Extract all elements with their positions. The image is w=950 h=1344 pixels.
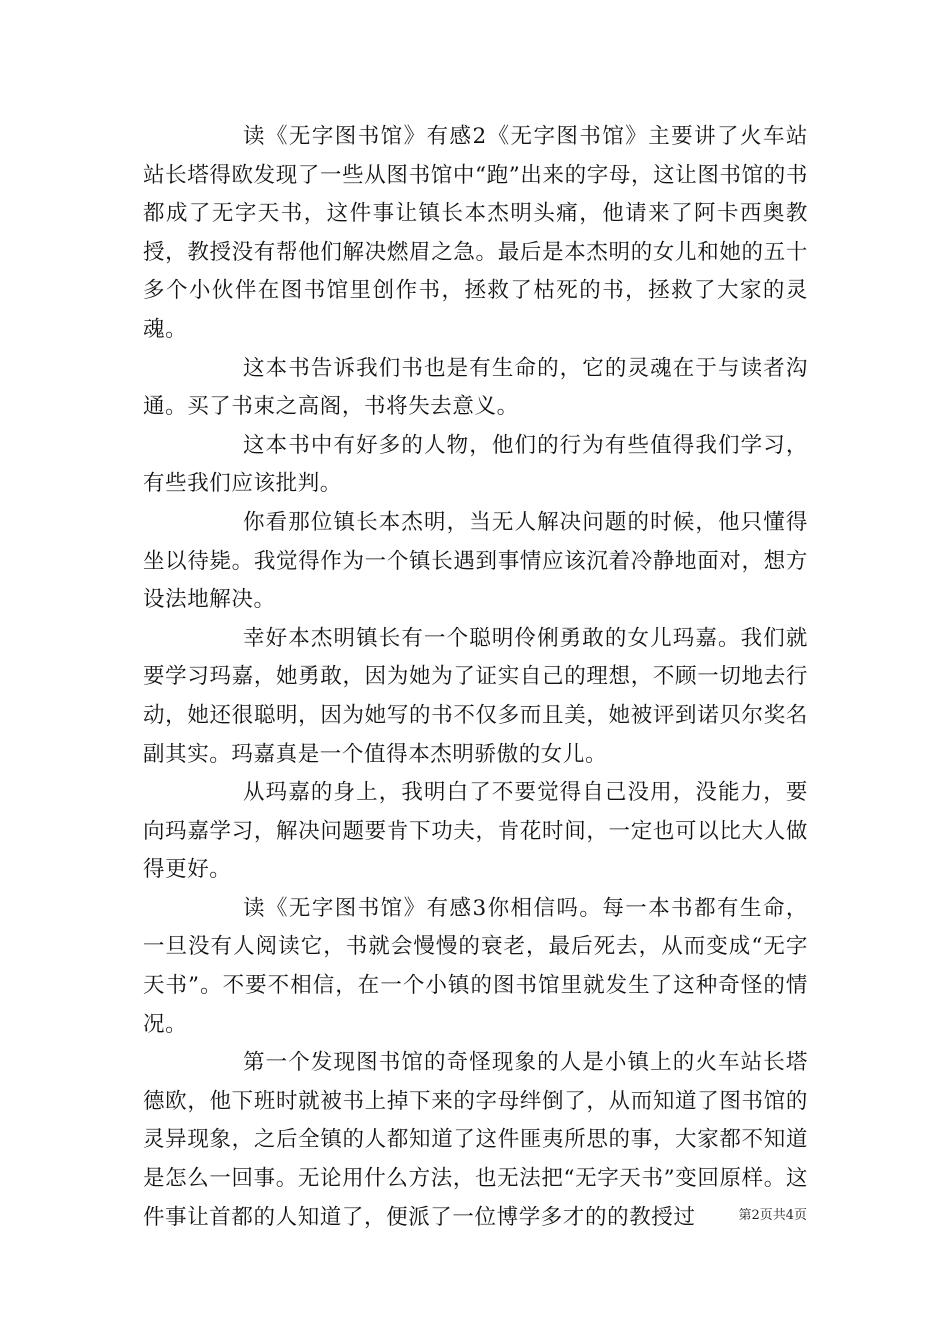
paragraph-2: 这本书告诉我们书也是有生命的，它的灵魂在于与读者沟通。买了书束之高阁，书将失去意义。 [143,355,808,420]
document-body [143,118,808,1237]
paragraph-3: 这本书中有好多的人物，他们的行为有些值得我们学习，有些我们应该批判。 [143,432,808,497]
paragraph-8: 第一个发现图书馆的奇怪现象的人是小镇上的火车站长塔德欧，他下班时就被书上掉下来的字母绊倒了，从而知道了图书馆的灵异现象，之后全镇的人都知道了这件匪夷所思的事，大家都不知道是怎么一回事。无论用什么方法，也无法把“无字天书”变回原样。这件事让首都的人知道了，便派了一位博学多才的的教授过 [143,1050,808,1230]
paragraph-4: 你看那位镇长本杰明，当无人解决问题的时候，他只懂得坐以待毙。我觉得作为一个镇长遇到事情应该沉着冷静地面对，想方设法地解决。 [143,509,808,613]
paragraph-1: 读《无字图书馆》有感2《无字图书馆》主要讲了火车站站长塔得欧发现了一些从图书馆中“跑”出来的字母，这让图书馆的书都成了无字天书，这件事让镇长本杰明头痛，他请来了阿卡西奥教授，教授没有帮他们解决燃眉之急。最后是本杰明的女儿和她的五十多个小伙伴在图书馆里创作书，拯救了枯死的书，拯救了大家的灵魂。 [143,124,808,342]
paragraph-6: 从玛嘉的身上，我明白了不要觉得自己没用，没能力，要向玛嘉学习，解决问题要肯下功夫，肯花时间，一定也可以比大人做得更好。 [143,780,808,883]
paragraph-5: 幸好本杰明镇长有一个聪明伶俐勇敢的女儿玛嘉。我们就要学习玛嘉，她勇敢，因为她为了证实自己的理想，不顾一切地去行动，她还很聪明，因为她写的书不仅多而且美，她被评到诺贝尔奖名副其实。玛嘉真是一个值得本杰明骄傲的女儿。 [143,625,808,767]
page-number-footer: 第2页共4页 [738,1208,807,1223]
paragraph-7: 读《无字图书馆》有感3你相信吗。每一本书都有生命，一旦没有人阅读它，书就会慢慢的衰老，最后死去，从而变成“无字天书”。不要不相信，在一个小镇的图书馆里就发生了这种奇怪的情况。 [143,895,808,1037]
